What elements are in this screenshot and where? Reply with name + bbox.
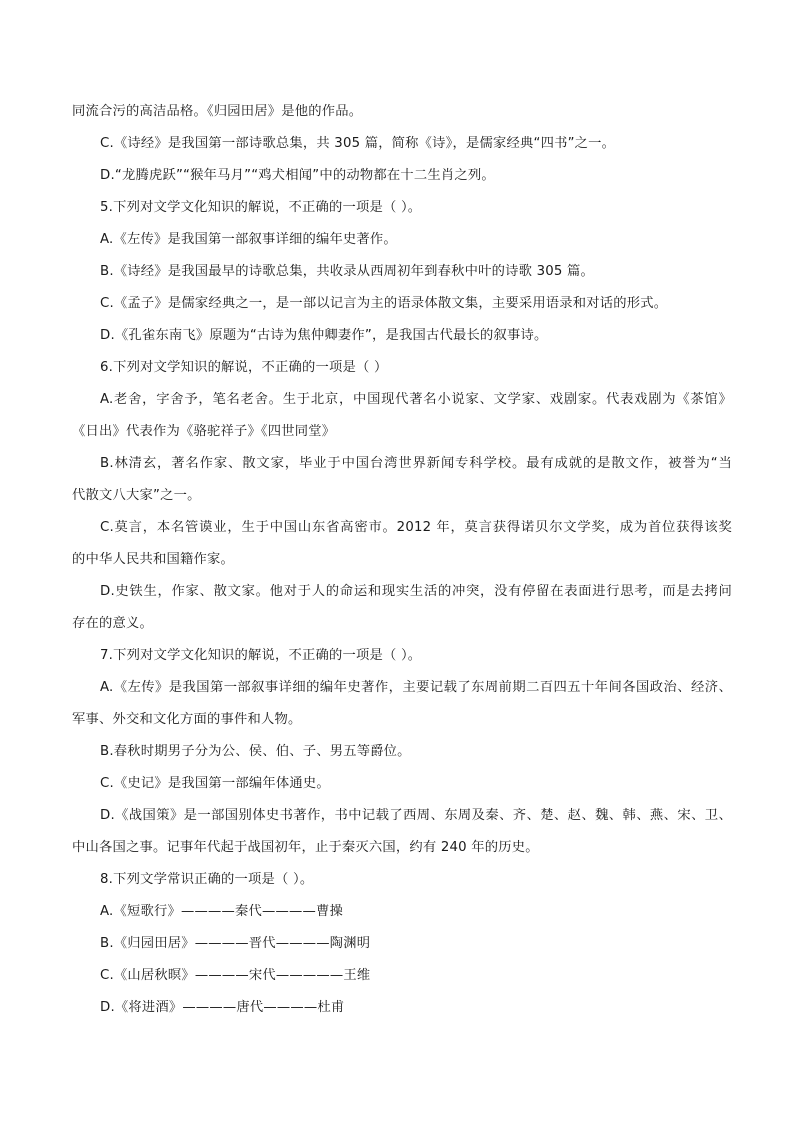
q8-option-c: C.《山居秋暝》————宋代—————王维 (100, 968, 371, 983)
q6-option-b-line1: B.林清玄，著名作家、散文家，毕业于中国台湾世界新闻专科学校。最有成就的是散文作，被誉为“当 (100, 456, 732, 471)
q6-option-b-line2: 代散文八大家”之一。 (72, 488, 201, 503)
q7-option-d-line2: 中山各国之事。记事年代起于战国初年，止于秦灭六国，约有 240 年的历史。 (72, 840, 539, 855)
q6-option-a-line2: 《日出》代表作为《骆驼祥子》《四世同堂》 (72, 424, 336, 439)
q8-option-d: D.《将进酒》————唐代————杜甫 (100, 1000, 345, 1015)
q4-option-d: D.“龙腾虎跃”“猴年马月”“鸡犬相闻”中的动物都在十二生肖之列。 (100, 168, 495, 183)
q7-option-d-line1: D.《战国策》是一部国别体史书著作，书中记载了西周、东周及秦、齐、楚、赵、魏、韩、燕、宋、卫、 (100, 808, 732, 823)
q4-option-c: C.《诗经》是我国第一部诗歌总集，共 305 篇，简称《诗》，是儒家经典“四书”之一。 (100, 136, 616, 151)
q8-option-a: A.《短歌行》————秦代————曹操 (100, 904, 343, 919)
q8-option-b: B.《归园田居》————晋代————陶渊明 (100, 936, 371, 951)
q7-stem: 7.下列对文学文化知识的解说，不正确的一项是（ ）。 (100, 648, 422, 663)
q7-option-a-line1: A.《左传》是我国第一部叙事详细的编年史著作，主要记载了东周前期二百四五十年间各国政治、经济、 (100, 680, 732, 695)
q7-option-b: B.春秋时期男子分为公、侯、伯、子、男五等爵位。 (100, 744, 411, 759)
q8-stem: 8.下列文学常识正确的一项是（ ）。 (100, 872, 314, 887)
q7-option-c: C.《史记》是我国第一部编年体通史。 (100, 776, 330, 791)
q6-option-d-line1: D.史铁生，作家、散文家。他对于人的命运和现实生活的冲突，没有停留在表面进行思考，而是去拷问 (100, 584, 732, 599)
q6-stem: 6.下列对文学知识的解说，不正确的一项是（ ） (100, 360, 388, 375)
q6-option-c-line2: 的中华人民共和国籍作家。 (72, 552, 234, 567)
q6-option-d-line2: 存在的意义。 (72, 616, 153, 631)
q5-stem: 5.下列对文学文化知识的解说，不正确的一项是（ ）。 (100, 200, 422, 215)
q6-option-a-line1: A.老舍，字舍予，笔名老舍。生于北京，中国现代著名小说家、文学家、戏剧家。代表戏剧为《茶馆》 (100, 392, 732, 407)
q7-option-a-line2: 军事、外交和文化方面的事件和人物。 (72, 712, 302, 727)
q5-option-a: A.《左传》是我国第一部叙事详细的编年史著作。 (100, 232, 397, 247)
q5-option-c: C.《孟子》是儒家经典之一，是一部以记言为主的语录体散文集，主要采用语录和对话的形式。 (100, 296, 668, 311)
q5-option-d: D.《孔雀东南飞》原题为“古诗为焦仲卿妻作”，是我国古代最长的叙事诗。 (100, 328, 548, 343)
q5-option-b: B.《诗经》是我国最早的诗歌总集，共收录从西周初年到春秋中叶的诗歌 305 篇。 (100, 264, 594, 279)
q6-option-c-line1: C.莫言，本名管谟业，生于中国山东省高密市。2012 年，莫言获得诺贝尔文学奖，成为首位获得该奖 (100, 520, 732, 535)
paragraph-continuation: 同流合污的高洁品格。《归园田居》是他的作品。 (72, 104, 363, 119)
